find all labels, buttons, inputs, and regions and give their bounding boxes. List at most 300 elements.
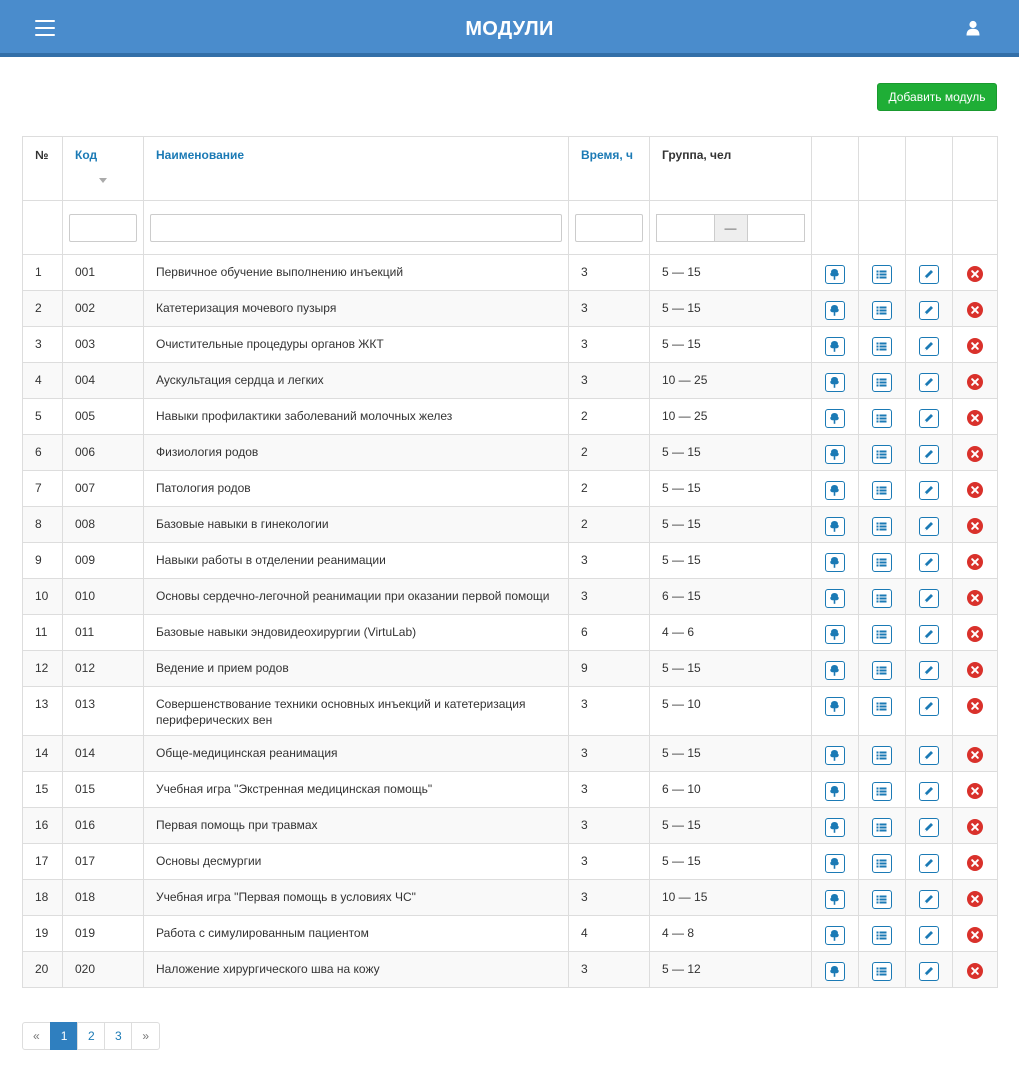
code-filter-input[interactable]: [69, 214, 137, 242]
row-name-cell: Базовые навыки эндовидеохирургии (VirtuLab): [144, 615, 569, 651]
row-action-delete-cell: [953, 327, 998, 363]
col-header-name[interactable]: Наименование: [144, 137, 569, 201]
list-icon[interactable]: [872, 373, 892, 392]
row-action-edit-cell: [906, 255, 953, 291]
list-icon[interactable]: [872, 697, 892, 716]
row-action-list-cell: [859, 327, 906, 363]
table-row: [23, 772, 998, 808]
group-max-filter-input[interactable]: [747, 214, 806, 242]
row-group-cell: 5 — 15: [650, 507, 812, 543]
delete-icon[interactable]: [967, 338, 983, 354]
row-code-cell: 005: [63, 399, 144, 435]
row-code-cell: 008: [63, 507, 144, 543]
tree-icon[interactable]: [825, 265, 845, 284]
row-time-cell: 3: [569, 844, 650, 880]
row-number-cell: 20: [23, 952, 63, 988]
row-action-list-cell: [859, 736, 906, 772]
row-time-cell: 3: [569, 736, 650, 772]
row-group-cell: 5 — 15: [650, 736, 812, 772]
row-action-tree-cell: [812, 399, 859, 435]
filter-cell-empty: [953, 201, 998, 255]
col-header-code-label: Код: [75, 148, 98, 162]
tree-icon[interactable]: [825, 589, 845, 608]
row-name-cell: Учебная игра "Экстренная медицинская помощь": [144, 772, 569, 808]
delete-icon[interactable]: [967, 819, 983, 835]
delete-icon[interactable]: [967, 927, 983, 943]
col-header-time[interactable]: Время, ч: [569, 137, 650, 201]
edit-pencil-icon[interactable]: [919, 409, 939, 428]
tree-icon[interactable]: [825, 854, 845, 873]
row-action-list-cell: [859, 399, 906, 435]
list-icon[interactable]: [872, 890, 892, 909]
row-time-cell: 4: [569, 916, 650, 952]
row-action-edit-cell: [906, 880, 953, 916]
row-name-cell: Основы сердечно-легочной реанимации при оказании первой помощи: [144, 579, 569, 615]
delete-icon[interactable]: [967, 963, 983, 979]
edit-pencil-icon[interactable]: [919, 625, 939, 644]
edit-pencil-icon[interactable]: [919, 962, 939, 981]
edit-pencil-icon[interactable]: [919, 926, 939, 945]
row-number-cell: 14: [23, 736, 63, 772]
edit-pencil-icon[interactable]: [919, 746, 939, 765]
filter-cell-code: [63, 201, 144, 255]
name-filter-input[interactable]: [150, 214, 562, 242]
row-action-edit-cell: [906, 916, 953, 952]
row-action-list-cell: [859, 579, 906, 615]
row-action-tree-cell: [812, 844, 859, 880]
row-number-cell: 11: [23, 615, 63, 651]
pagination-page-1[interactable]: 1: [50, 1022, 79, 1050]
tree-icon[interactable]: [825, 409, 845, 428]
row-group-cell: 5 — 12: [650, 952, 812, 988]
row-code-cell: 001: [63, 255, 144, 291]
row-number-cell: 9: [23, 543, 63, 579]
row-group-cell: 5 — 15: [650, 651, 812, 687]
row-action-edit-cell: [906, 651, 953, 687]
row-code-cell: 009: [63, 543, 144, 579]
row-action-edit-cell: [906, 327, 953, 363]
tree-icon[interactable]: [825, 818, 845, 837]
row-number-cell: 13: [23, 687, 63, 736]
row-code-cell: 006: [63, 435, 144, 471]
delete-icon[interactable]: [967, 554, 983, 570]
row-number-cell: 15: [23, 772, 63, 808]
tree-icon[interactable]: [825, 962, 845, 981]
row-code-cell: 017: [63, 844, 144, 880]
row-action-tree-cell: [812, 471, 859, 507]
table-row: [23, 952, 998, 988]
row-time-cell: 9: [569, 651, 650, 687]
row-time-cell: 3: [569, 255, 650, 291]
edit-pencil-icon[interactable]: [919, 782, 939, 801]
row-number-cell: 7: [23, 471, 63, 507]
edit-pencil-icon[interactable]: [919, 265, 939, 284]
row-action-delete-cell: [953, 808, 998, 844]
row-group-cell: 5 — 15: [650, 471, 812, 507]
list-icon[interactable]: [872, 962, 892, 981]
row-action-list-cell: [859, 255, 906, 291]
row-action-edit-cell: [906, 363, 953, 399]
filter-cell-group: [650, 201, 812, 255]
table-row: [23, 880, 998, 916]
row-time-cell: 3: [569, 880, 650, 916]
delete-icon[interactable]: [967, 482, 983, 498]
row-number-cell: 8: [23, 507, 63, 543]
row-number-cell: 6: [23, 435, 63, 471]
row-number-cell: 18: [23, 880, 63, 916]
row-action-list-cell: [859, 543, 906, 579]
row-action-delete-cell: [953, 435, 998, 471]
row-action-edit-cell: [906, 615, 953, 651]
row-time-cell: 2: [569, 507, 650, 543]
row-code-cell: 012: [63, 651, 144, 687]
list-icon[interactable]: [872, 625, 892, 644]
row-name-cell: Навыки профилактики заболеваний молочных желез: [144, 399, 569, 435]
pagination-prev[interactable]: «: [22, 1022, 51, 1050]
row-code-cell: 004: [63, 363, 144, 399]
row-action-edit-cell: [906, 291, 953, 327]
delete-icon[interactable]: [967, 698, 983, 714]
row-number-cell: 17: [23, 844, 63, 880]
delete-icon[interactable]: [967, 446, 983, 462]
row-action-list-cell: [859, 844, 906, 880]
row-time-cell: 3: [569, 363, 650, 399]
row-action-edit-cell: [906, 543, 953, 579]
row-name-cell: Первая помощь при травмах: [144, 808, 569, 844]
table-row: [23, 651, 998, 687]
row-group-cell: 5 — 10: [650, 687, 812, 736]
row-time-cell: 2: [569, 435, 650, 471]
row-time-cell: 3: [569, 772, 650, 808]
row-action-delete-cell: [953, 952, 998, 988]
list-icon[interactable]: [872, 337, 892, 356]
row-group-cell: 5 — 15: [650, 255, 812, 291]
tree-icon[interactable]: [825, 553, 845, 572]
group-min-filter-input[interactable]: [656, 214, 715, 242]
tree-icon[interactable]: [825, 445, 845, 464]
table-row: [23, 435, 998, 471]
delete-icon[interactable]: [967, 783, 983, 799]
list-icon[interactable]: [872, 782, 892, 801]
list-icon[interactable]: [872, 409, 892, 428]
row-action-delete-cell: [953, 687, 998, 736]
table-row: [23, 363, 998, 399]
delete-icon[interactable]: [967, 747, 983, 763]
tree-icon[interactable]: [825, 697, 845, 716]
table-row: [23, 579, 998, 615]
tree-icon[interactable]: [825, 782, 845, 801]
list-icon[interactable]: [872, 854, 892, 873]
row-code-cell: 007: [63, 471, 144, 507]
row-time-cell: 3: [569, 543, 650, 579]
row-time-cell: 3: [569, 952, 650, 988]
edit-pencil-icon[interactable]: [919, 553, 939, 572]
row-name-cell: Первичное обучение выполнению инъекций: [144, 255, 569, 291]
page-title: МОДУЛИ: [465, 18, 554, 40]
row-time-cell: 3: [569, 291, 650, 327]
row-name-cell: Обще-медицинская реанимация: [144, 736, 569, 772]
row-action-delete-cell: [953, 772, 998, 808]
row-action-edit-cell: [906, 399, 953, 435]
tree-icon[interactable]: [825, 481, 845, 500]
row-group-cell: 5 — 15: [650, 291, 812, 327]
row-action-delete-cell: [953, 363, 998, 399]
list-icon[interactable]: [872, 265, 892, 284]
delete-icon[interactable]: [967, 302, 983, 318]
table-row: [23, 399, 998, 435]
user-icon[interactable]: [966, 20, 980, 36]
row-action-delete-cell: [953, 543, 998, 579]
row-action-edit-cell: [906, 844, 953, 880]
sort-desc-icon[interactable]: [99, 178, 107, 183]
row-action-list-cell: [859, 952, 906, 988]
row-group-cell: 5 — 15: [650, 435, 812, 471]
filter-row: [23, 201, 998, 255]
filter-cell-empty: [812, 201, 859, 255]
row-action-list-cell: [859, 291, 906, 327]
row-name-cell: Аускультация сердца и легких: [144, 363, 569, 399]
top-navbar: [0, 0, 1019, 57]
row-time-cell: 2: [569, 399, 650, 435]
row-action-delete-cell: [953, 916, 998, 952]
row-code-cell: 018: [63, 880, 144, 916]
row-code-cell: 020: [63, 952, 144, 988]
row-action-list-cell: [859, 651, 906, 687]
edit-pencil-icon[interactable]: [919, 589, 939, 608]
row-code-cell: 014: [63, 736, 144, 772]
tree-icon[interactable]: [825, 517, 845, 536]
add-module-button[interactable]: Добавить модуль: [877, 83, 997, 111]
row-name-cell: Навыки работы в отделении реанимации: [144, 543, 569, 579]
row-time-cell: 2: [569, 471, 650, 507]
pagination-page-2[interactable]: 2: [77, 1022, 105, 1050]
row-action-delete-cell: [953, 844, 998, 880]
list-icon[interactable]: [872, 818, 892, 837]
row-action-delete-cell: [953, 255, 998, 291]
edit-pencil-icon[interactable]: [919, 517, 939, 536]
row-action-edit-cell: [906, 808, 953, 844]
row-action-tree-cell: [812, 651, 859, 687]
tree-icon[interactable]: [825, 373, 845, 392]
filter-cell-empty: [859, 201, 906, 255]
row-action-delete-cell: [953, 291, 998, 327]
list-icon[interactable]: [872, 445, 892, 464]
row-name-cell: Ведение и прием родов: [144, 651, 569, 687]
tree-icon[interactable]: [825, 926, 845, 945]
row-action-list-cell: [859, 615, 906, 651]
row-number-cell: 2: [23, 291, 63, 327]
row-action-tree-cell: [812, 772, 859, 808]
table-row: [23, 327, 998, 363]
table-row: [23, 507, 998, 543]
filter-cell-name: [144, 201, 569, 255]
delete-icon[interactable]: [967, 662, 983, 678]
list-icon[interactable]: [872, 589, 892, 608]
row-name-cell: Основы десмургии: [144, 844, 569, 880]
edit-pencil-icon[interactable]: [919, 373, 939, 392]
row-group-cell: 10 — 25: [650, 363, 812, 399]
edit-pencil-icon[interactable]: [919, 890, 939, 909]
row-time-cell: 6: [569, 615, 650, 651]
edit-pencil-icon[interactable]: [919, 337, 939, 356]
delete-icon[interactable]: [967, 626, 983, 642]
row-code-cell: 002: [63, 291, 144, 327]
delete-icon[interactable]: [967, 410, 983, 426]
row-action-list-cell: [859, 880, 906, 916]
edit-pencil-icon[interactable]: [919, 481, 939, 500]
row-number-cell: 5: [23, 399, 63, 435]
range-separator: —: [715, 214, 747, 242]
row-time-cell: 3: [569, 687, 650, 736]
row-action-tree-cell: [812, 255, 859, 291]
pagination: [22, 1022, 160, 1050]
row-code-cell: 015: [63, 772, 144, 808]
tree-icon[interactable]: [825, 301, 845, 320]
row-action-tree-cell: [812, 880, 859, 916]
row-group-cell: 6 — 10: [650, 772, 812, 808]
row-action-edit-cell: [906, 471, 953, 507]
list-icon[interactable]: [872, 517, 892, 536]
row-action-list-cell: [859, 363, 906, 399]
row-action-delete-cell: [953, 880, 998, 916]
delete-icon[interactable]: [967, 518, 983, 534]
row-action-tree-cell: [812, 363, 859, 399]
row-code-cell: 016: [63, 808, 144, 844]
delete-icon[interactable]: [967, 266, 983, 282]
row-group-cell: 6 — 15: [650, 579, 812, 615]
delete-icon[interactable]: [967, 590, 983, 606]
row-action-tree-cell: [812, 507, 859, 543]
row-time-cell: 3: [569, 579, 650, 615]
row-action-delete-cell: [953, 736, 998, 772]
row-action-tree-cell: [812, 808, 859, 844]
row-number-cell: 4: [23, 363, 63, 399]
row-action-tree-cell: [812, 327, 859, 363]
row-action-list-cell: [859, 471, 906, 507]
row-action-edit-cell: [906, 772, 953, 808]
row-action-edit-cell: [906, 952, 953, 988]
row-name-cell: Очистительные процедуры органов ЖКТ: [144, 327, 569, 363]
row-group-cell: 5 — 15: [650, 327, 812, 363]
list-icon[interactable]: [872, 926, 892, 945]
row-action-edit-cell: [906, 736, 953, 772]
filter-cell-empty: [906, 201, 953, 255]
row-time-cell: 3: [569, 327, 650, 363]
col-header-action-2: [859, 137, 906, 201]
row-time-cell: 3: [569, 808, 650, 844]
col-header-code[interactable]: [63, 137, 144, 201]
row-action-delete-cell: [953, 615, 998, 651]
row-code-cell: 013: [63, 687, 144, 736]
row-group-cell: 5 — 15: [650, 844, 812, 880]
edit-pencil-icon[interactable]: [919, 818, 939, 837]
table-row: [23, 736, 998, 772]
delete-icon[interactable]: [967, 891, 983, 907]
table-row: [23, 291, 998, 327]
group-range-filter: [656, 214, 805, 242]
tree-icon[interactable]: [825, 337, 845, 356]
col-header-number: №: [23, 137, 63, 201]
row-code-cell: 010: [63, 579, 144, 615]
pagination-next[interactable]: »: [131, 1022, 160, 1050]
list-icon[interactable]: [872, 481, 892, 500]
row-action-list-cell: [859, 772, 906, 808]
row-name-cell: Физиология родов: [144, 435, 569, 471]
filter-cell-time: [569, 201, 650, 255]
table-header: [23, 137, 998, 201]
row-action-delete-cell: [953, 651, 998, 687]
col-header-action-4: [953, 137, 998, 201]
row-action-edit-cell: [906, 579, 953, 615]
row-action-list-cell: [859, 808, 906, 844]
row-action-list-cell: [859, 687, 906, 736]
edit-pencil-icon[interactable]: [919, 301, 939, 320]
tree-icon[interactable]: [825, 890, 845, 909]
edit-pencil-icon[interactable]: [919, 445, 939, 464]
row-number-cell: 12: [23, 651, 63, 687]
row-action-tree-cell: [812, 543, 859, 579]
col-header-action-1: [812, 137, 859, 201]
tree-icon[interactable]: [825, 661, 845, 680]
table-row: [23, 255, 998, 291]
row-number-cell: 10: [23, 579, 63, 615]
row-name-cell: Наложение хирургического шва на кожу: [144, 952, 569, 988]
table-row: [23, 471, 998, 507]
table-row: [23, 844, 998, 880]
row-action-tree-cell: [812, 615, 859, 651]
row-number-cell: 1: [23, 255, 63, 291]
edit-pencil-icon[interactable]: [919, 661, 939, 680]
row-number-cell: 16: [23, 808, 63, 844]
row-action-tree-cell: [812, 579, 859, 615]
row-action-tree-cell: [812, 952, 859, 988]
delete-icon[interactable]: [967, 855, 983, 871]
row-action-delete-cell: [953, 507, 998, 543]
row-number-cell: 3: [23, 327, 63, 363]
row-action-tree-cell: [812, 736, 859, 772]
tree-icon[interactable]: [825, 625, 845, 644]
row-action-edit-cell: [906, 435, 953, 471]
list-icon[interactable]: [872, 661, 892, 680]
row-code-cell: 003: [63, 327, 144, 363]
row-name-cell: Учебная игра "Первая помощь в условиях ЧС": [144, 880, 569, 916]
edit-pencil-icon[interactable]: [919, 854, 939, 873]
row-action-edit-cell: [906, 507, 953, 543]
pagination-page-3[interactable]: 3: [104, 1022, 132, 1050]
tree-icon[interactable]: [825, 746, 845, 765]
row-code-cell: 019: [63, 916, 144, 952]
row-action-delete-cell: [953, 399, 998, 435]
row-name-cell: Работа с симулированным пациентом: [144, 916, 569, 952]
table-row: [23, 916, 998, 952]
row-action-list-cell: [859, 916, 906, 952]
row-action-tree-cell: [812, 291, 859, 327]
time-filter-input[interactable]: [575, 214, 643, 242]
list-icon[interactable]: [872, 553, 892, 572]
edit-pencil-icon[interactable]: [919, 697, 939, 716]
list-icon[interactable]: [872, 301, 892, 320]
delete-icon[interactable]: [967, 374, 983, 390]
row-action-delete-cell: [953, 579, 998, 615]
table-row: [23, 543, 998, 579]
list-icon[interactable]: [872, 746, 892, 765]
col-header-action-3: [906, 137, 953, 201]
row-name-cell: Катетеризация мочевого пузыря: [144, 291, 569, 327]
table-row: [23, 687, 998, 736]
row-group-cell: 10 — 15: [650, 880, 812, 916]
row-group-cell: 5 — 15: [650, 543, 812, 579]
row-group-cell: 4 — 6: [650, 615, 812, 651]
